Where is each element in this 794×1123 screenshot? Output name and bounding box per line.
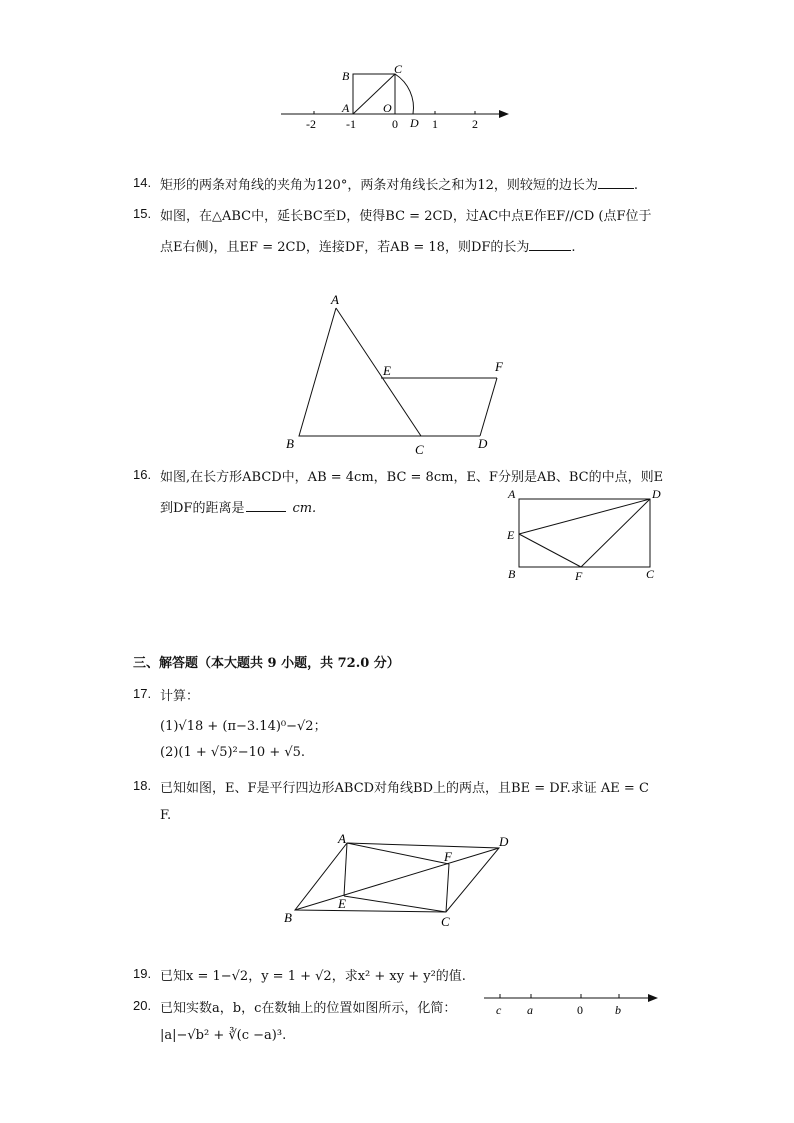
segment-fd [480,378,497,436]
q18-line2: F. [160,808,172,823]
q20-label-0: 0 [577,1003,583,1017]
label-a: A [342,101,350,115]
q15-figure [280,288,520,460]
fig18-label-a: A [338,831,346,846]
q14-stem: 矩形的两条对角线的夹角为120°，两条对角线长之和为12，则较短的边长为 [160,178,598,193]
q15-stem2: 点E右侧)，且EF = 2CD，连接DF，若AB = 18，则DF的长为 [160,240,530,255]
fig15-label-d: D [478,436,488,451]
q16-number: 16. [133,467,152,482]
rectangle-abcd [519,499,650,567]
q20-line2: |a|−√b² + ∛(c −a)³. [160,1028,287,1043]
q20-numberline [480,988,665,1020]
fig16-label-d: D [652,487,661,501]
fig18-label-f: F [444,849,452,864]
q18-number: 18. [133,778,152,793]
fig16-label-a: A [508,487,516,501]
q20-line1: 已知实数a，b，c在数轴上的位置如图所示，化简： [160,1001,457,1016]
q16-figure [503,484,668,584]
fig15-label-b: B [286,436,294,451]
q17-part2: (2)(1 + √5)²−10 + √5. [160,745,306,760]
segment-ef [519,534,581,567]
segment-cf [446,864,449,912]
tick-label-2: 2 [472,117,478,131]
segment-ec [344,896,446,912]
label-d: D [410,116,419,130]
q17-part1: (1)√18 + (π−3.14)⁰−√2； [160,719,327,734]
label-c: C [394,62,403,76]
fig16-label-b: B [508,567,516,581]
q17-number: 17. [133,686,152,701]
fig15-label-a: A [331,292,339,307]
segment-fd [581,499,650,567]
q14-end: . [633,178,638,193]
fig18-label-b: B [284,910,292,925]
q14-number: 14. [133,175,152,190]
fig15-label-e: E [383,363,391,378]
fig16-label-f: F [575,569,583,583]
label-o: O [383,101,392,115]
q14-text [160,174,638,193]
q14-blank [598,177,634,189]
fig15-label-f: F [495,359,503,374]
fig18-label-c: C [441,914,450,929]
q18-figure [278,830,518,930]
tick-label-m1: -1 [346,117,356,131]
axis-arrow-icon [499,110,509,118]
fig16-label-c: C [646,567,655,581]
q20-number: 20. [133,998,152,1013]
q16-stem2: 到DF的距离是 [160,501,245,516]
q20-label-a: a [527,1003,533,1017]
segment-ae [344,843,347,896]
arc-cd [395,74,413,114]
fig16-label-e: E [507,528,515,542]
q18-line1: 已知如图，E、F是平行四边形ABCD对角线BD上的两点，且BE = DF.求证 AE = C [160,781,649,796]
tick-label-1: 1 [432,117,438,131]
fig18-label-d: D [499,834,509,849]
tick-label-m2: -2 [306,117,316,131]
q15-end: . [571,240,576,255]
q15-number: 15. [133,206,152,221]
label-b: B [342,69,350,83]
numberline-square-figure [275,58,520,138]
q20-axis-arrow-icon [648,994,658,1002]
q19-number: 19. [133,966,152,981]
q17-stem: 计算： [160,689,200,704]
q16-blank [246,500,286,512]
diagonal-bd [295,848,499,910]
q20-label-c: c [496,1003,502,1017]
q16-line1: 如图,在长方形ABCD中，AB = 4cm，BC = 8cm，E、F分别是AB、BC的中点，则E [160,470,664,485]
q16-unit: cm. [292,501,317,516]
triangle-abc [299,308,421,436]
q15-line2 [160,236,576,255]
tick-label-0: 0 [392,117,398,131]
fig18-label-e: E [338,896,346,911]
q16-line2 [160,497,316,516]
q15-line1: 如图，在△ABC中，延长BC至D，使得BC = 2CD，过AC中点E作EF//CD (点F位于 [160,209,652,224]
q20-label-b: b [615,1003,621,1017]
q15-blank [529,239,571,251]
q19-text: 已知x = 1−√2，y = 1 + √2，求x² + xy + y²的值. [160,969,466,984]
fig15-label-c: C [415,442,424,457]
section-title: 三、解答题（本大题共 9 小题，共 72.0 分） [133,656,400,671]
segment-ed [519,499,650,534]
